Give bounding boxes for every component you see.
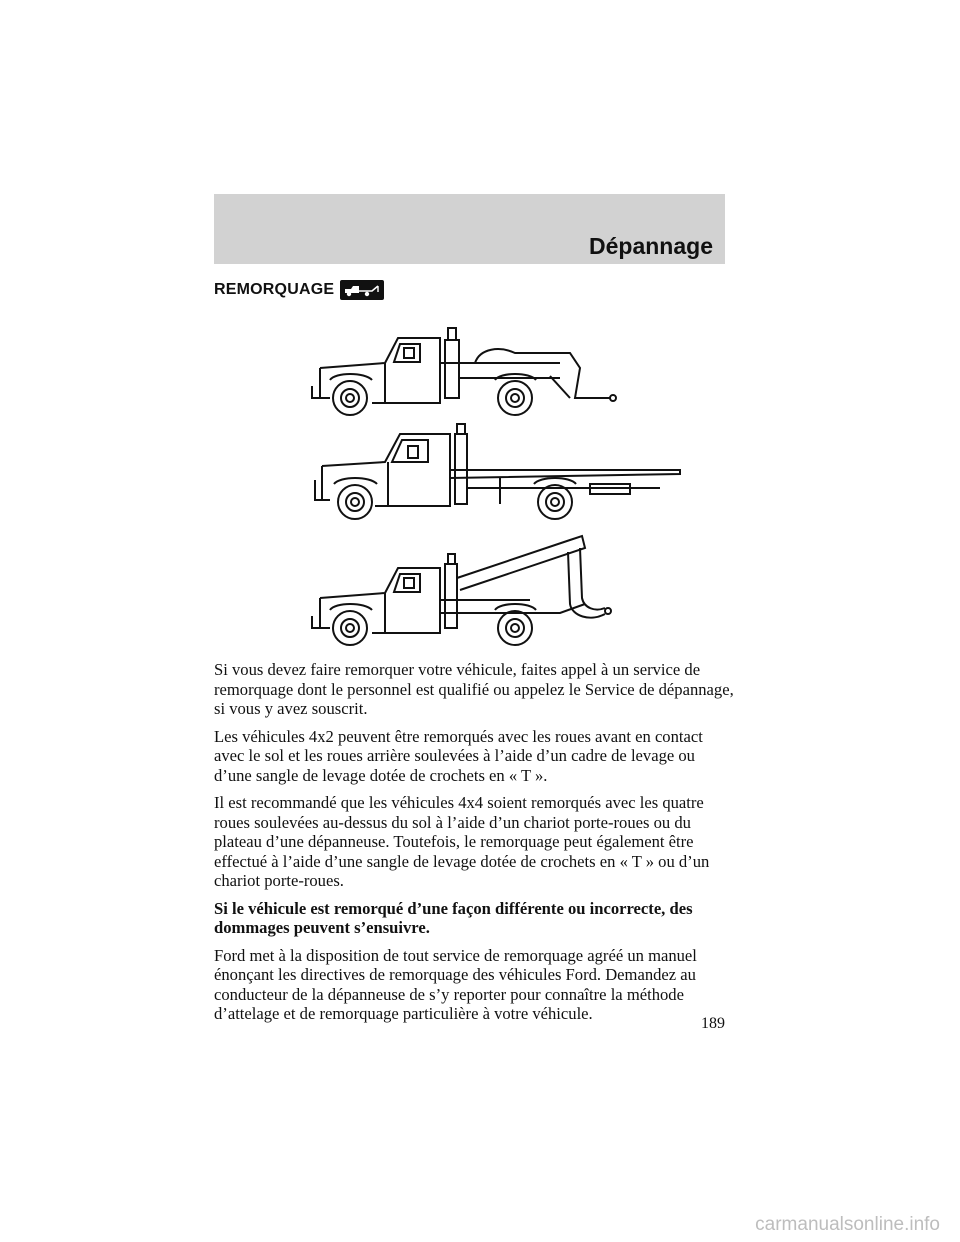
section-heading bbox=[214, 280, 384, 300]
paragraph-warning: Si le véhicule est remorqué d’une façon différente ou incorrecte, des dommages peuvent s’ensuivre. bbox=[214, 898, 693, 937]
flatbed-tow-truck-illustration bbox=[300, 418, 690, 533]
section-heading-label: REMORQUAGE bbox=[214, 281, 335, 298]
header-band bbox=[214, 194, 725, 264]
page-number: 189 bbox=[701, 1015, 725, 1032]
paragraph-intro: Si vous devez faire remorquer votre véhicule, faites appel à un service de remorquage dont le personnel est qualifié ou appelez le Service de dépannage, si vous y avez souscrit. bbox=[214, 660, 734, 718]
paragraph-4x4: Il est recommandé que les véhicules 4x4 soient remorqués avec les quatre roues soulevées au-dessus du sol à l’aide d’un chariot porte-roues ou du plateau d’une dépanneuse. Toutefois, le remorquage peut également être effectué à l’aide d’une sangle de levage dotée de crochets en « T » ou d’un chariot porte-roues. bbox=[214, 793, 710, 890]
body-text bbox=[214, 660, 734, 1032]
paragraph-ford-manual: Ford met à la disposition de tout service de remorquage agréé un manuel énonçant les directives de remorquage des véhicules Ford. Demandez au conducteur de la dépanneuse de s’y reporter pour connaître la méthode d’attelage et de remorquage particulière à votre véhicule. bbox=[214, 945, 697, 1023]
page-title: Dépannage bbox=[589, 233, 713, 259]
tow-truck-icon bbox=[340, 280, 384, 300]
paragraph-4x2: Les véhicules 4x2 peuvent être remorqués avec les roues avant en contact avec le sol et les roues arrière soulevées à l’aide d’un cadre de levage ou d’une sangle de levage dotée de crochets en « T ». bbox=[214, 726, 703, 785]
wheel-lift-tow-truck-illustration bbox=[300, 318, 630, 423]
boom-tow-truck-illustration bbox=[300, 528, 630, 653]
watermark: carmanualsonline.info bbox=[755, 1214, 940, 1235]
